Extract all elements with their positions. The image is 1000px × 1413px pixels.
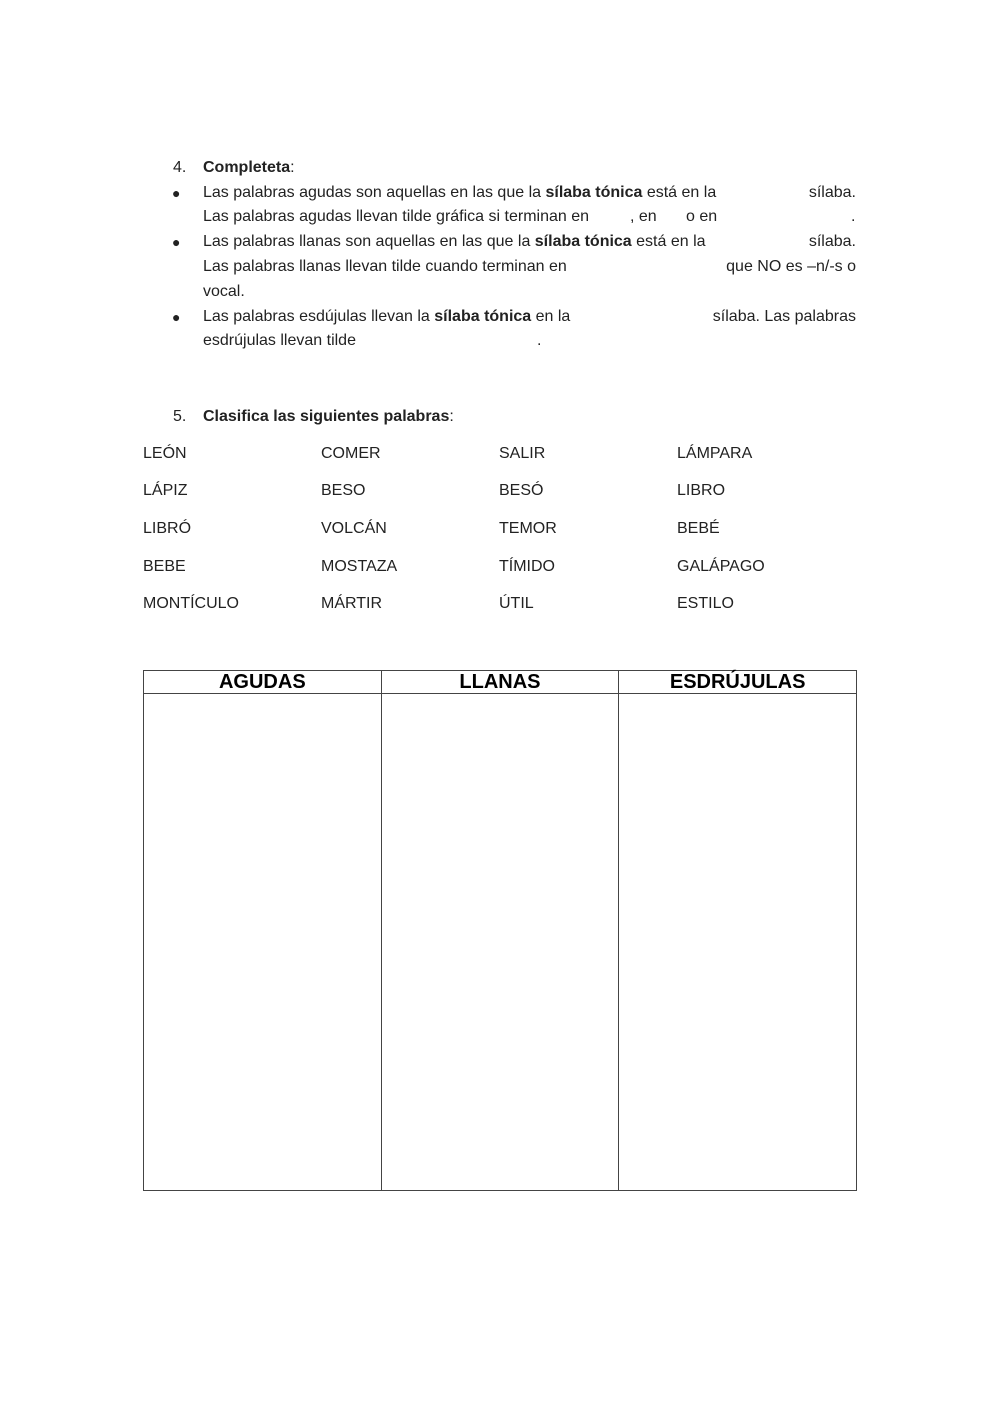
q4-b2-line2: Las palabras llanas llevan tilde cuando terminan en bbox=[203, 258, 567, 275]
q4-b1-line2-end: . bbox=[851, 208, 856, 225]
word: TÍMIDO bbox=[499, 558, 555, 575]
q4-b3-line1-end: sílaba. Las palabras bbox=[712, 308, 856, 325]
q4-b2-line1-end: sílaba. bbox=[808, 233, 856, 250]
word: ÚTIL bbox=[499, 595, 534, 612]
word: BEBE bbox=[143, 558, 186, 575]
bullet-icon: ● bbox=[172, 185, 181, 201]
word: VOLCÁN bbox=[321, 520, 387, 537]
q4-b3-line2-end: . bbox=[537, 332, 542, 349]
word: LÁPIZ bbox=[143, 482, 188, 499]
classification-table bbox=[143, 670, 857, 1191]
esdrujulas-cell[interactable] bbox=[619, 694, 857, 1191]
word: MÁRTIR bbox=[321, 595, 383, 612]
q4-b3-line1: Las palabras esdújulas llevan la sílaba tónica en la bbox=[203, 308, 571, 325]
header-llanas: LLANAS bbox=[381, 671, 619, 694]
q4-b1-line2-oen: o en bbox=[686, 208, 718, 225]
q4-b1-line1: Las palabras agudas son aquellas en las que la sílaba tónica está en la bbox=[203, 184, 717, 201]
word: ESTILO bbox=[677, 595, 734, 612]
table-row bbox=[144, 694, 857, 1191]
word: LIBRÓ bbox=[143, 520, 192, 537]
word: GALÁPAGO bbox=[677, 558, 765, 575]
word: MOSTAZA bbox=[321, 558, 398, 575]
q5-title: Clasifica las siguientes palabras: bbox=[203, 408, 454, 425]
word: LÁMPARA bbox=[677, 445, 753, 462]
word: MONTÍCULO bbox=[143, 595, 239, 612]
word: BEBÉ bbox=[677, 520, 720, 537]
q4-b2-line2-end: que NO es –n/-s o bbox=[726, 258, 856, 275]
bullet-icon: ● bbox=[172, 234, 181, 250]
agudas-cell[interactable] bbox=[144, 694, 382, 1191]
q4-b1-line2: Las palabras agudas llevan tilde gráfica si terminan en bbox=[203, 208, 590, 225]
q4-b3-line2: esdrújulas llevan tilde bbox=[203, 332, 356, 349]
word: COMER bbox=[321, 445, 381, 462]
q4-b1-line2-en: , en bbox=[630, 208, 657, 225]
word: BESÓ bbox=[499, 482, 544, 499]
word: SALIR bbox=[499, 445, 546, 462]
word: BESO bbox=[321, 482, 366, 499]
q4-title: Completeta: bbox=[203, 159, 295, 176]
q4-b2-line1: Las palabras llanas son aquellas en las que la sílaba tónica está en la bbox=[203, 233, 706, 250]
q5-number: 5. bbox=[173, 408, 187, 425]
word: LEÓN bbox=[143, 445, 187, 462]
q4-b1-line1-end: sílaba. bbox=[808, 184, 856, 201]
llanas-cell[interactable] bbox=[381, 694, 619, 1191]
word: LIBRO bbox=[677, 482, 726, 499]
bullet-icon: ● bbox=[172, 309, 181, 325]
header-agudas: AGUDAS bbox=[144, 671, 382, 694]
table-header-row bbox=[144, 671, 857, 694]
q4-number: 4. bbox=[173, 159, 187, 176]
q4-b2-line3: vocal. bbox=[203, 283, 245, 300]
header-esdrujulas: ESDRÚJULAS bbox=[619, 671, 857, 694]
word: TEMOR bbox=[499, 520, 557, 537]
